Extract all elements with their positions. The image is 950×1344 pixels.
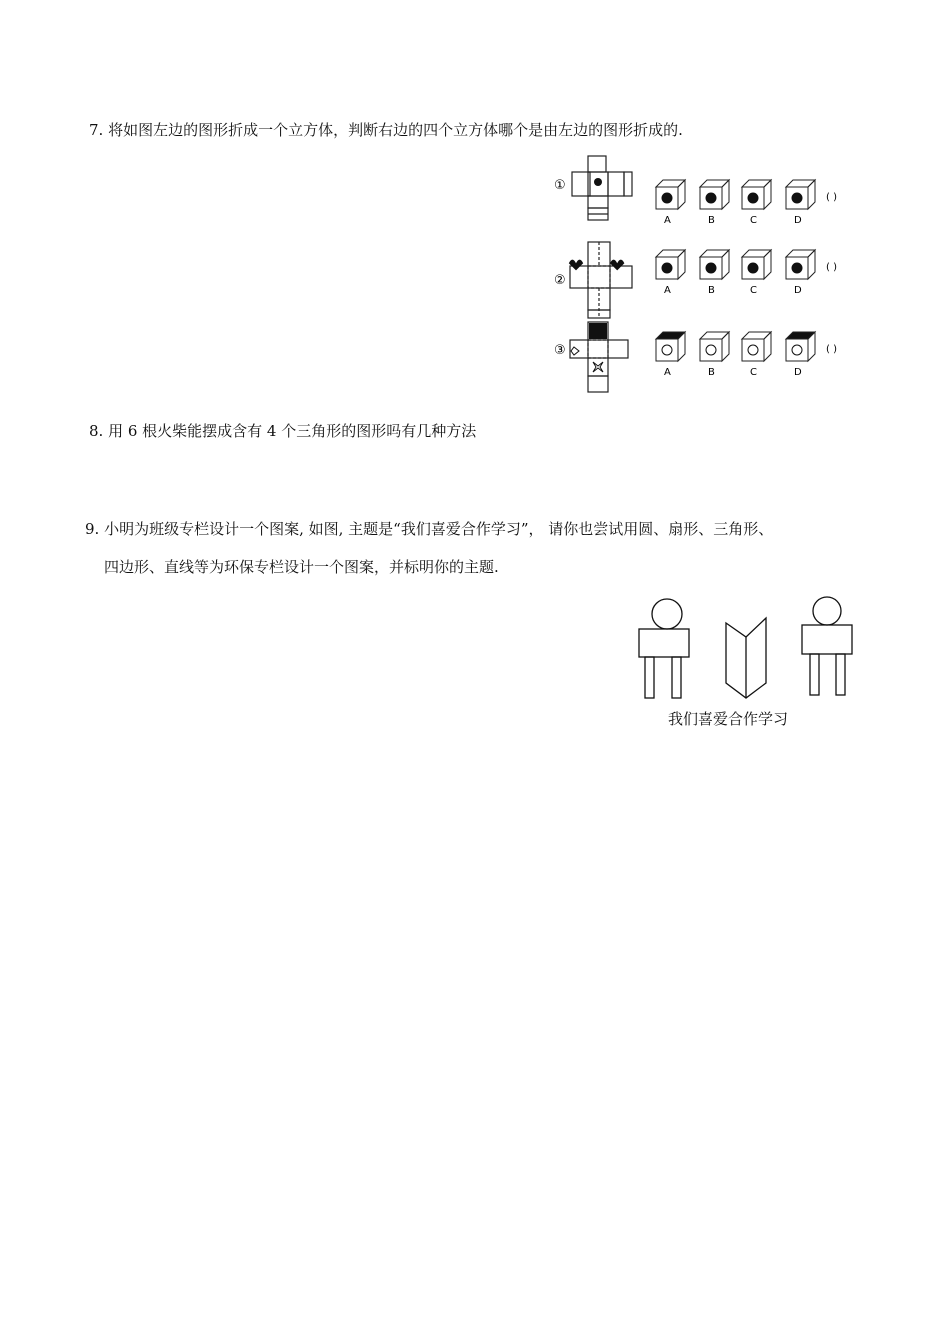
cube-option-label: B bbox=[708, 367, 715, 378]
cube-option-label: B bbox=[708, 215, 715, 226]
cube-option-3-B bbox=[700, 332, 729, 378]
cube-option-2-A bbox=[656, 250, 685, 296]
cube-option-1-A bbox=[656, 180, 685, 226]
left-person-head bbox=[652, 599, 682, 629]
figure-9-caption: 我们喜爱合作学习 bbox=[668, 710, 789, 728]
cube-option-2-D bbox=[786, 250, 815, 296]
cube-option-3-D bbox=[786, 332, 815, 378]
cube-net-figure bbox=[552, 150, 872, 400]
cube-option-label: D bbox=[794, 215, 802, 226]
question-9-line-1: 9. 小明为班级专栏设计一个图案, 如图, 主题是“我们喜爱合作学习”， 请你也尝试用圆、扇形、三角形、 bbox=[85, 520, 774, 538]
question-9-line-2: 四边形、直线等为环保专栏设计一个图案，并标明你的主题. bbox=[104, 558, 499, 576]
cube-option-3-A bbox=[656, 332, 685, 378]
answer-blank: ( ) bbox=[826, 344, 837, 355]
answer-blank: ( ) bbox=[826, 192, 837, 203]
cube-option-label: A bbox=[664, 215, 671, 226]
right-person-body bbox=[802, 625, 852, 654]
cube-option-label: A bbox=[664, 367, 671, 378]
answer-blank: ( ) bbox=[826, 262, 837, 273]
question-8: 8. 用 6 根火柴能摆成含有 4 个三角形的图形吗有几种方法 bbox=[89, 422, 477, 440]
cube-option-1-D bbox=[786, 180, 815, 226]
cube-option-label: C bbox=[750, 285, 757, 296]
left-person-body bbox=[639, 629, 689, 657]
cube-option-label: C bbox=[750, 367, 757, 378]
row-1-label: ① bbox=[554, 178, 566, 193]
cube-option-label: D bbox=[794, 285, 802, 296]
cube-option-1-B bbox=[700, 180, 729, 226]
row-3-label: ③ bbox=[554, 343, 566, 358]
cube-option-2-B bbox=[700, 250, 729, 296]
cube-option-label: D bbox=[794, 367, 802, 378]
cube-option-label: B bbox=[708, 285, 715, 296]
cube-option-3-C bbox=[742, 332, 771, 378]
cube-option-1-C bbox=[742, 180, 771, 226]
cube-option-label: A bbox=[664, 285, 671, 296]
right-person-head bbox=[813, 597, 841, 625]
row-2-label: ② bbox=[554, 273, 566, 288]
cube-option-label: C bbox=[750, 215, 757, 226]
question-7: 7. 将如图左边的图形折成一个立方体，判断右边的四个立方体哪个是由左边的图形折成的. bbox=[89, 121, 683, 139]
cube-option-2-C bbox=[742, 250, 771, 296]
